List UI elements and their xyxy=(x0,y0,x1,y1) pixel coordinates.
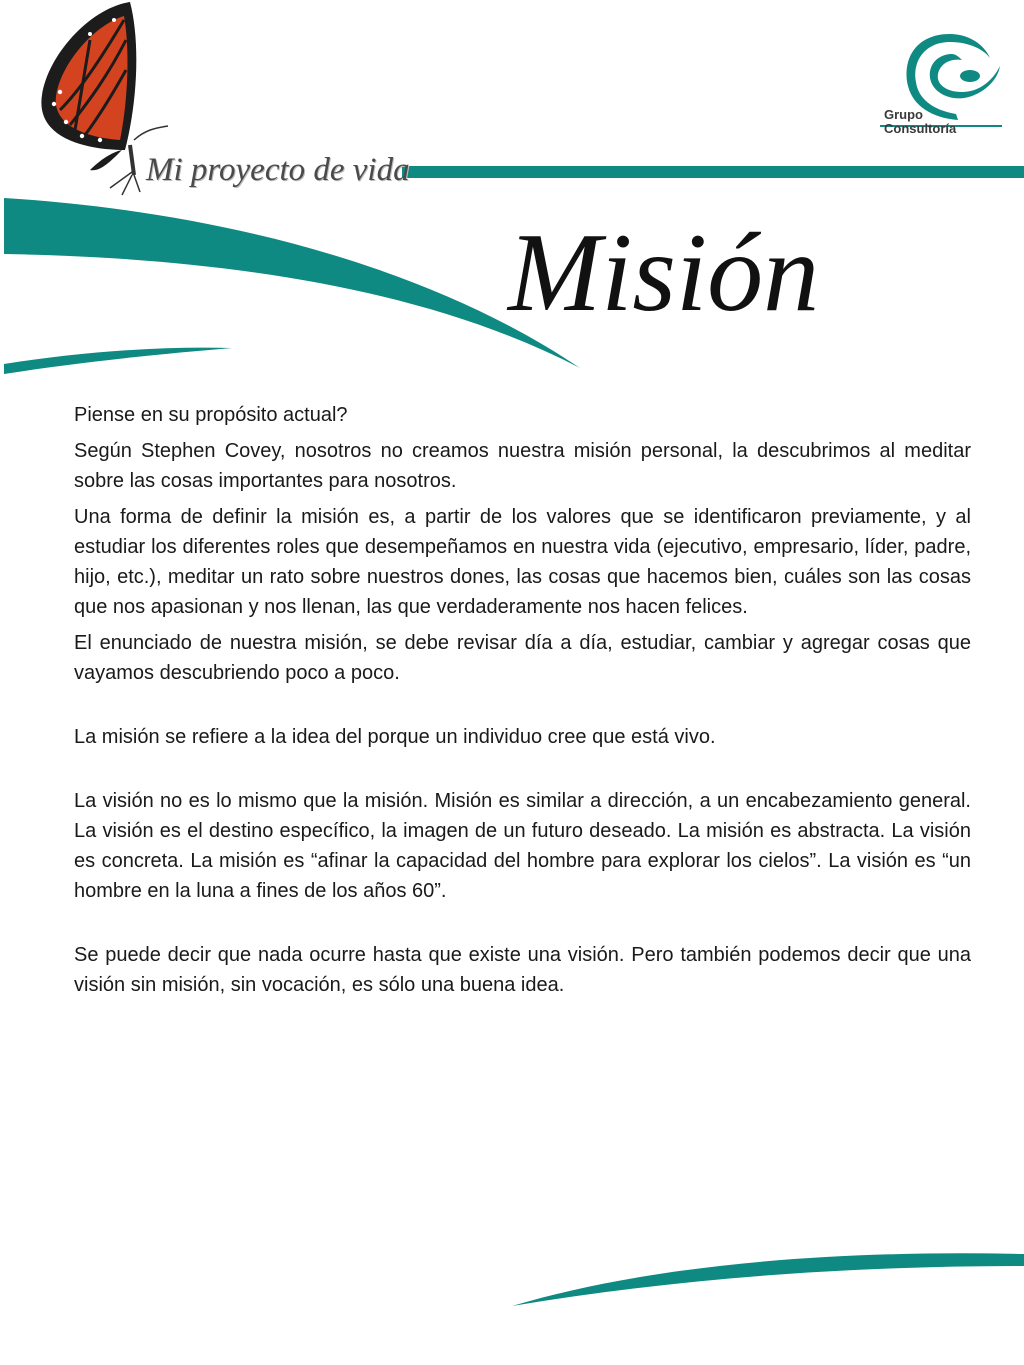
page-title: Misión xyxy=(508,211,820,335)
page-subtitle: Mi proyecto de vida xyxy=(146,152,410,188)
paragraph-statement: El enunciado de nuestra misión, se debe revisar día a día, estudiar, cambiar y agregar cosas que vayamos descubriendo poco a poco. xyxy=(74,632,971,684)
logo-text xyxy=(884,108,956,136)
paragraph-define-mission: Una forma de definir la misión es, a partir de los valores que se identificaron previamente, y al estudiar los diferentes roles que desempeñamos en nuestra vida (ejecutivo, empresario, líder, padre, hijo, etc.), meditar un rato sobre nuestros dones, las cosas que hacemos bien, cuáles son las cosas que nos apasionan y nos llenan, las que verdaderamente nos hacen felices. xyxy=(74,506,971,618)
document-body xyxy=(74,400,971,1006)
logo-line-1: Grupo xyxy=(884,107,923,122)
paragraph-mission-idea: La misión se refiere a la idea del porque un individuo cree que está vivo. xyxy=(74,726,716,748)
paragraph-covey: Según Stephen Covey, nosotros no creamos nuestra misión personal, la descubrimos al meditar sobre las cosas importantes para nosotros. xyxy=(74,440,971,492)
paragraph-conclusion: Se puede decir que nada ocurre hasta que existe una visión. Pero también podemos decir que una visión sin misión, sin vocación, es sólo una buena idea. xyxy=(74,944,971,996)
paragraph-vision-vs-mission: La visión no es lo mismo que la misión. Misión es similar a dirección, a un encabezamiento general. La visión es el destino específico, la imagen de un futuro deseado. La misión es abstracta. La visión es concreta. La misión es “afinar la capacidad del hombre para explorar los cielos”. La visión es “un hombre en la luna a fines de los años 60”. xyxy=(74,790,971,902)
paragraph-question: Piense en su propósito actual? xyxy=(74,404,348,426)
logo-line-2: Consultoría xyxy=(884,121,957,136)
